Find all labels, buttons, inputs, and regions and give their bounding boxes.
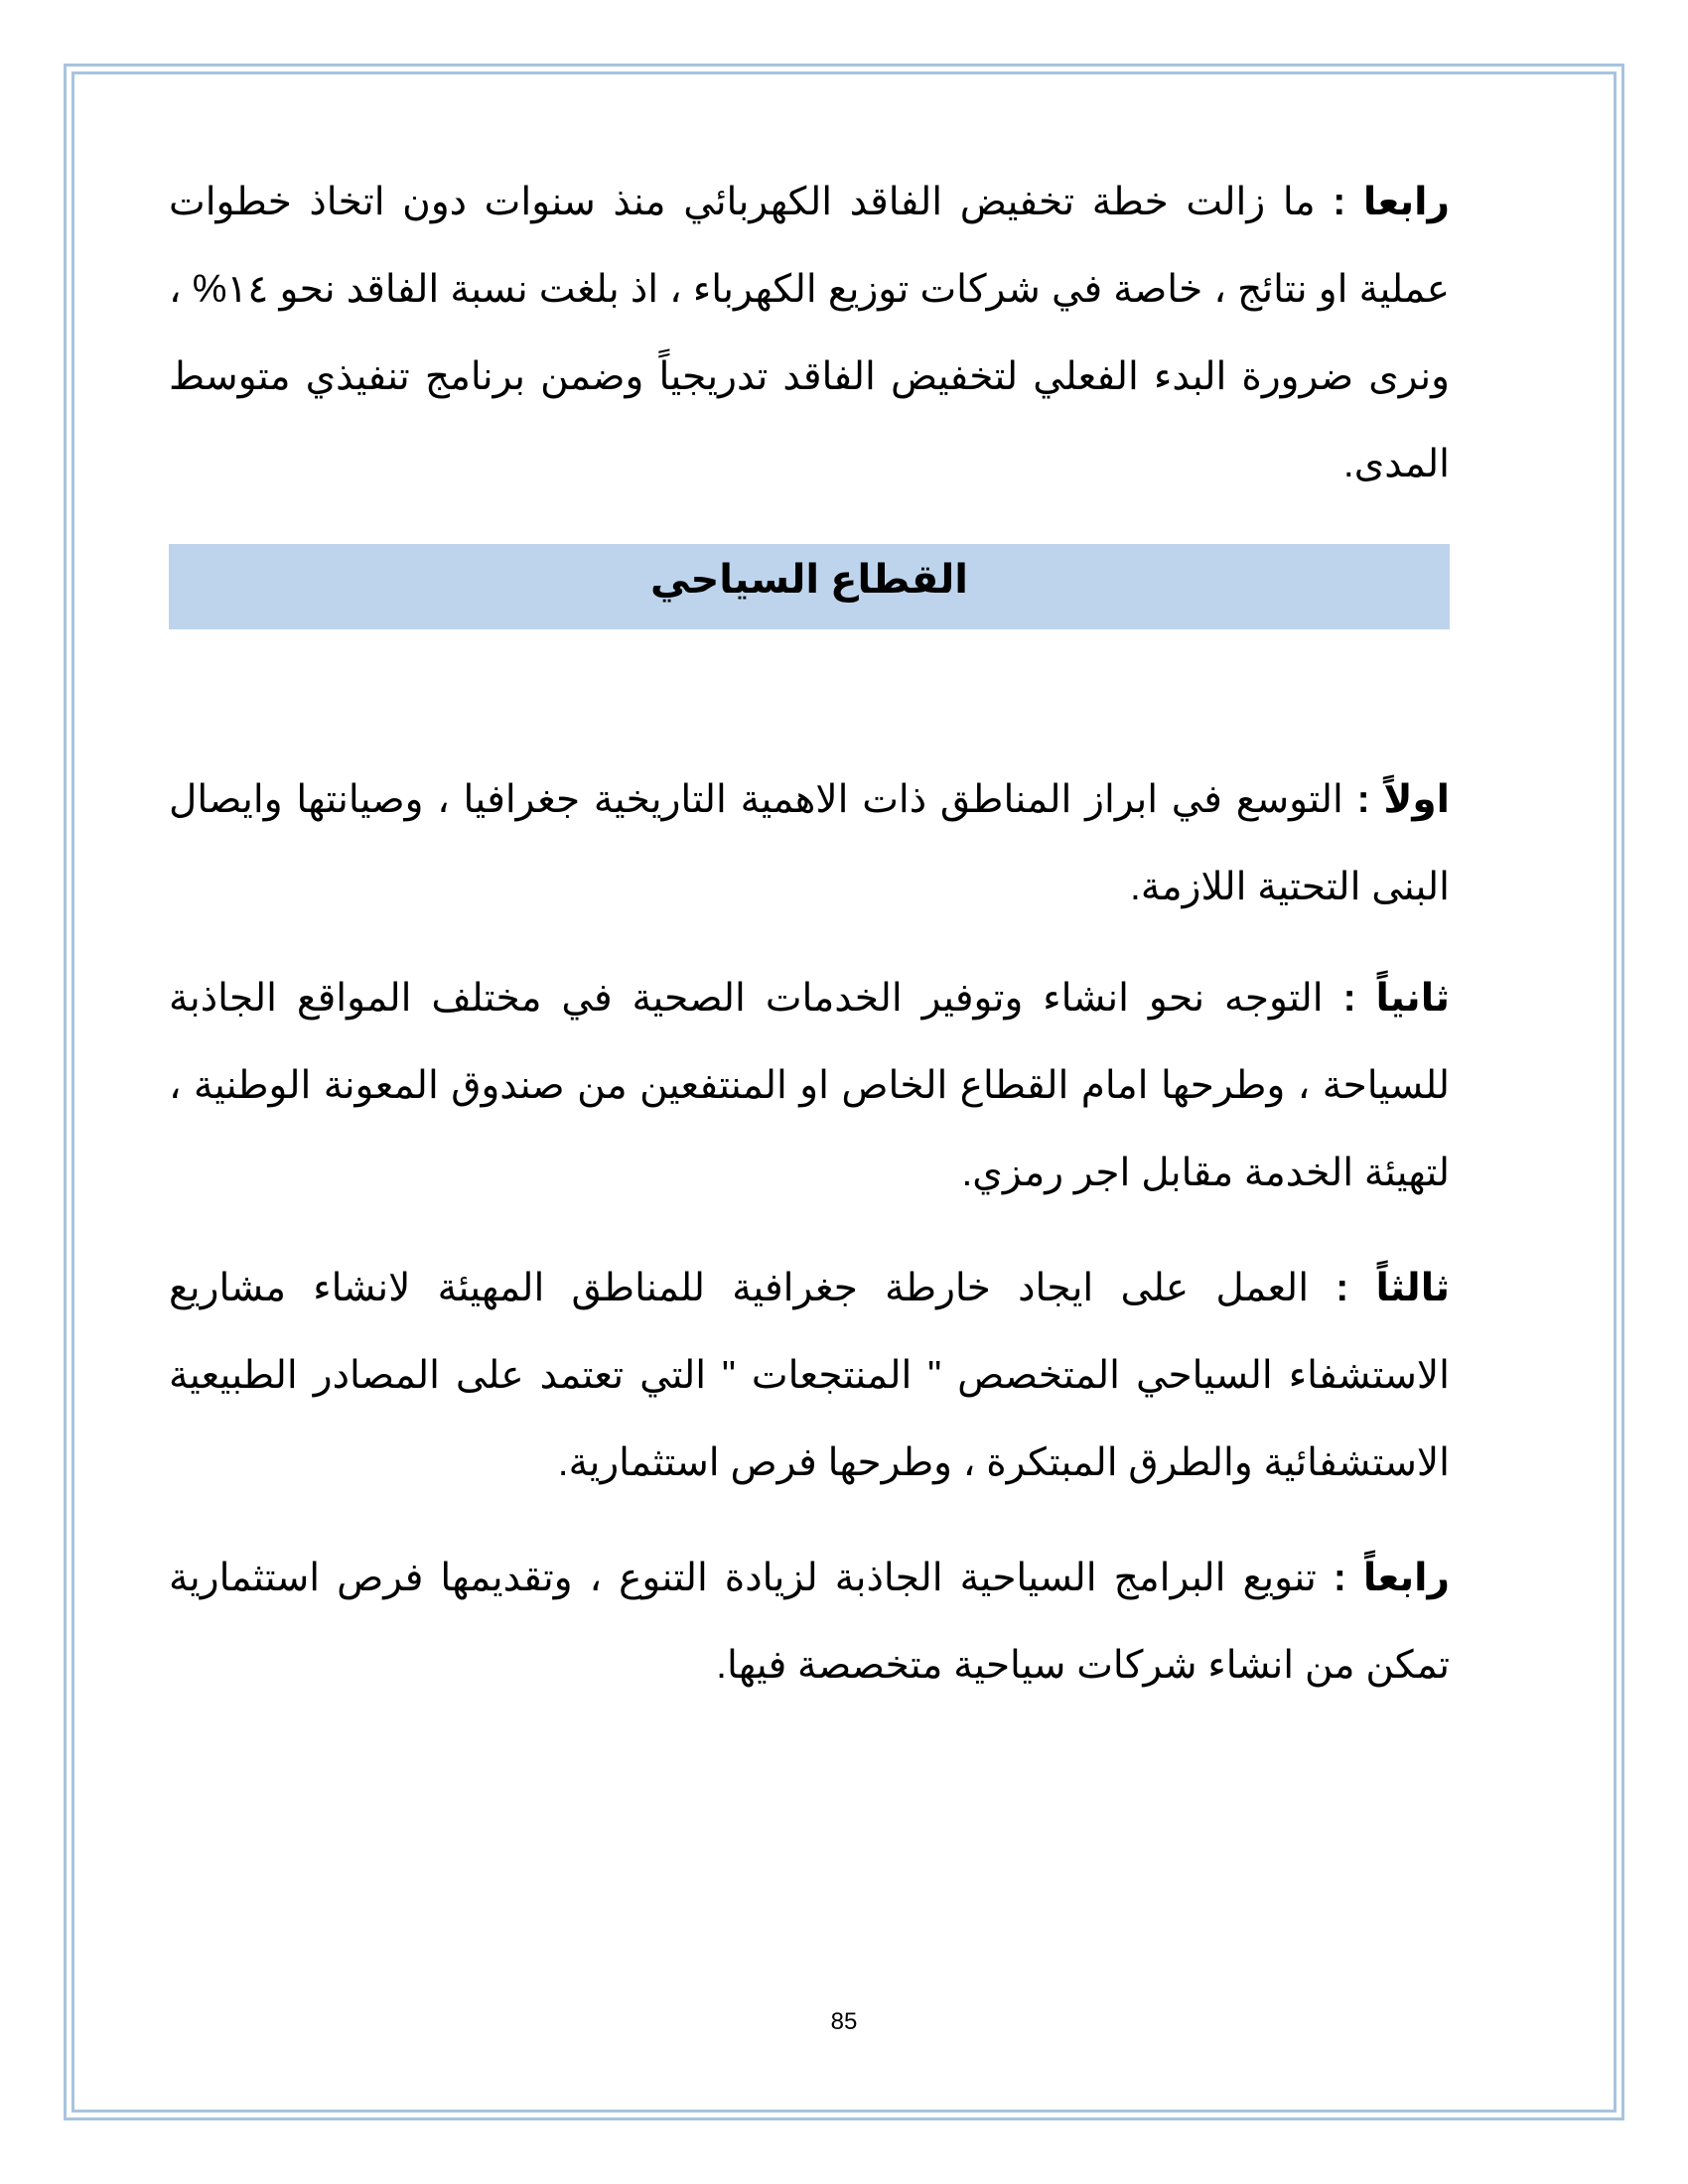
- paragraph-electricity-loss: [169, 159, 1450, 508]
- tourism-item-3: [169, 1245, 1450, 1507]
- paragraph-text: التوجه نحو انشاء وتوفير الخدمات الصحية في مختلف المواقع الجاذبة للسياحة ، وطرحها امام القطاع الخاص او المنتفعين من صندوق المعونة الوطنية ، لتهيئة الخدمة مقابل اجر رمزي.: [169, 977, 1450, 1194]
- paragraph-lead: ثانياً :: [1342, 977, 1450, 1020]
- tourism-item-4: [169, 1535, 1450, 1709]
- paragraph-text: ما زالت خطة تخفيض الفاقد الكهربائي منذ سنوات دون اتخاذ خطوات عملية او نتائج ، خاصة في شركات توزيع الكهرباء ، اذ بلغت نسبة الفاقد نحو ١٤% ، ونرى ضرورة البدء الفعلي لتخفيض الفاقد تدريجياً وضمن برنامج تنفيذي متوسط المدى.: [169, 181, 1450, 485]
- paragraph-text: التوسع في ابراز المناطق ذات الاهمية التاريخية جغرافيا ، وصيانتها وايصال البنى التحتية اللازمة.: [169, 778, 1450, 908]
- page-number: 85: [830, 2008, 858, 2035]
- paragraph-lead: رابعا :: [1333, 181, 1450, 223]
- paragraph-lead: ثالثاً :: [1336, 1267, 1450, 1309]
- section-heading-tourism: [169, 544, 1450, 629]
- paragraph-lead: رابعاً :: [1333, 1557, 1450, 1599]
- paragraph-body: [169, 955, 1450, 1217]
- section-title: القطاع السياحي: [649, 558, 969, 602]
- paragraph-body: [169, 1535, 1450, 1709]
- paragraph-body: [169, 756, 1450, 931]
- paragraph-lead: اولاً :: [1356, 778, 1450, 821]
- paragraph-text: تنويع البرامج السياحية الجاذبة لزيادة التنوع ، وتقديمها فرص استثمارية تمكن من انشاء شركات سياحية متخصصة فيها.: [169, 1557, 1450, 1687]
- tourism-item-1: [169, 756, 1450, 931]
- paragraph-body: [169, 1245, 1450, 1507]
- paragraph-body: [169, 159, 1450, 508]
- tourism-item-2: [169, 955, 1450, 1217]
- paragraph-text: العمل على ايجاد خارطة جغرافية للمناطق المهيئة لانشاء مشاريع الاستشفاء السياحي المتخصص " المنتجعات " التي تعتمد على المصادر الطبيعية الاستشفائية والطرق المبتكرة ، وطرحها فرص استثمارية.: [169, 1267, 1450, 1484]
